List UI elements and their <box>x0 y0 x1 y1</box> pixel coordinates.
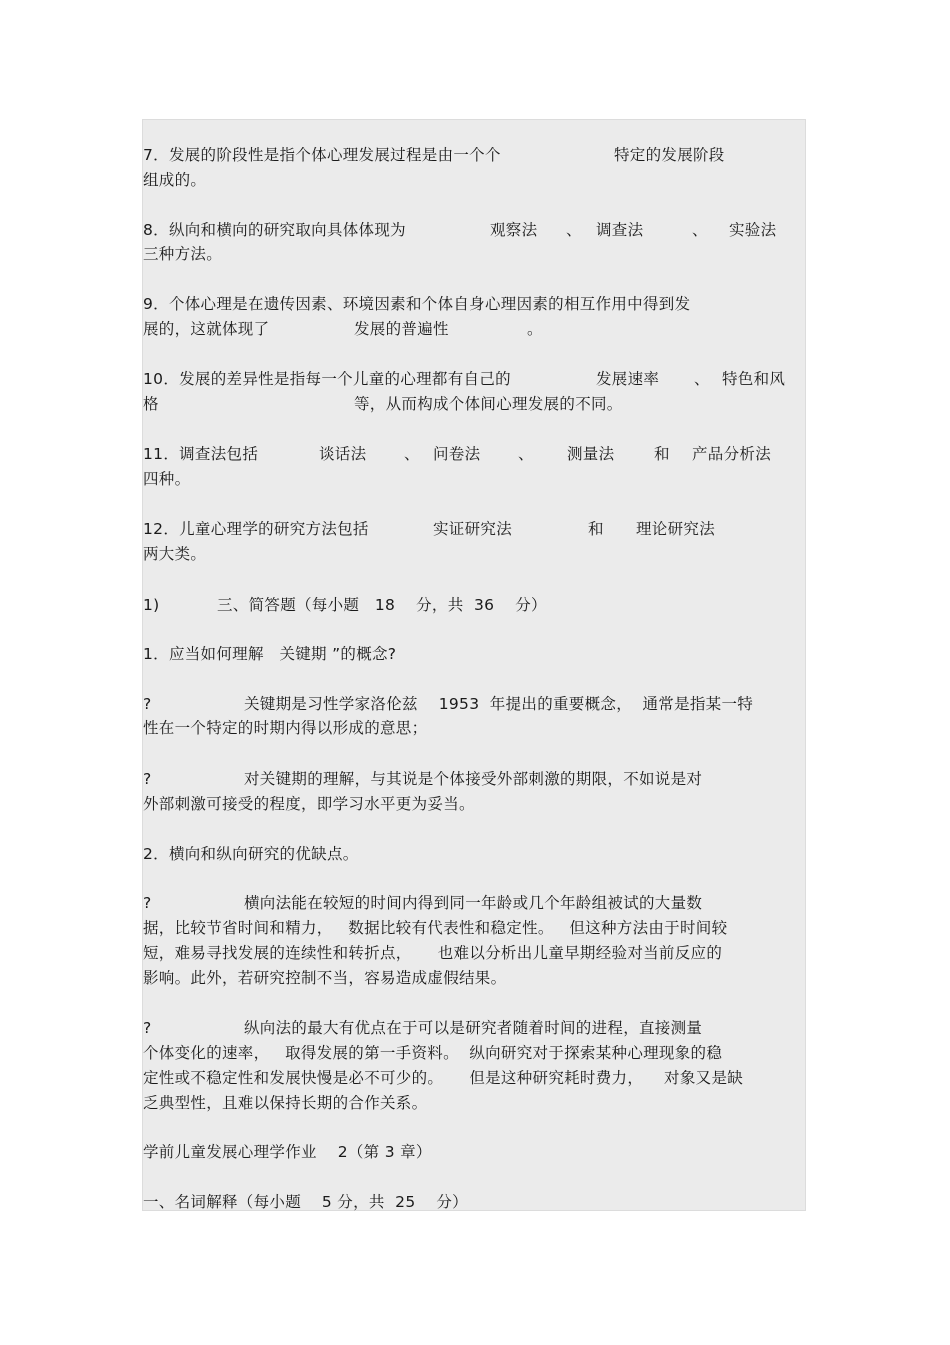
sq2-b1-marker: ? <box>143 894 152 912</box>
q10-sep: 、 <box>694 370 710 388</box>
q11-sep-2: 、 <box>518 445 534 463</box>
q10-line2-start: 格 <box>143 395 159 413</box>
q12-sep: 和 <box>588 520 604 538</box>
q11-answer-4: 产品分析法 <box>692 445 772 463</box>
q8-answer-1: 观察法 <box>490 221 538 239</box>
q11-answer-2: 问卷法 <box>433 445 481 463</box>
q11-sep-1: 、 <box>404 445 420 463</box>
section1-title: 一、名词解释（每小题 5 分，共 25 分） <box>143 1193 468 1211</box>
q7-answer: 特定的发展阶段 <box>614 146 725 164</box>
sq1-b1-line2: 性在一个特定的时期内得以形成的意思； <box>143 719 428 737</box>
q8-answer-2: 调查法 <box>596 221 644 239</box>
q11-answer-1: 谈话法 <box>319 445 367 463</box>
section3-number: 1) <box>143 596 160 614</box>
q12-answer-2: 理论研究法 <box>636 520 716 538</box>
sq1-b2-line2: 外部刺激可接受的程度，即学习水平更为妥当。 <box>143 795 475 813</box>
homework2-title: 学前儿童发展心理学作业 2（第 3 章） <box>143 1143 432 1161</box>
sq2-b2-line4: 乏典型性，且难以保持长期的合作关系。 <box>143 1094 428 1112</box>
q9-line1: 9．个体心理是在遗传因素、环境因素和个体自身心理因素的相互作用中得到发 <box>143 295 691 313</box>
sq2-b1-line3: 短，难易寻找发展的连续性和转折点， 也难以分析出儿童早期经验对当前反应的 <box>143 944 723 962</box>
q10-line2-rest: 等，从而构成个体间心理发展的不同。 <box>354 395 623 413</box>
q8-answer-3: 实验法 <box>729 221 777 239</box>
q11-sep-3: 和 <box>654 445 670 463</box>
q8-sep-2: 、 <box>692 221 708 239</box>
q9-end: 。 <box>527 320 543 338</box>
sq2-b1-line1: 横向法能在较短的时间内得到同一年龄或几个年龄组被试的大量数 <box>244 894 703 912</box>
sq2-b2-line1: 纵向法的最大有优点在于可以是研究者随着时间的进程，直接测量 <box>244 1019 703 1037</box>
sq2-b1-line4: 影响。此外，若研究控制不当，容易造成虚假结果。 <box>143 969 507 987</box>
q8-line1: 8．纵向和横向的研究取向具体体现为 <box>143 221 406 239</box>
q11-line2: 四种。 <box>143 470 191 488</box>
q11-answer-3: 测量法 <box>567 445 615 463</box>
sq1-b2-line1: 对关键期的理解，与其说是个体接受外部刺激的期限，不如说是对 <box>244 770 703 788</box>
q12-line2: 两大类。 <box>143 545 207 563</box>
sq1-question: 1．应当如何理解 关键期 ”的概念? <box>143 645 397 663</box>
sq2-b1-line2: 据，比较节省时间和精力， 数据比较有代表性和稳定性。 但这种方法由于时间较 <box>143 919 728 937</box>
sq1-b1-line1: 关键期是习性学家洛伦兹 1953 年提出的重要概念， 通常是指某一特 <box>244 695 754 713</box>
q10-answer-1: 发展速率 <box>596 370 660 388</box>
section3-title: 三、简答题（每小题 18 分，共 36 分） <box>217 596 547 614</box>
sq1-b1-marker: ? <box>143 695 152 713</box>
q12-line1: 12．儿童心理学的研究方法包括 <box>143 520 369 538</box>
q8-sep-1: 、 <box>566 221 582 239</box>
q9-answer: 发展的普遍性 <box>354 320 449 338</box>
q7-line1: 7．发展的阶段性是指个体心理发展过程是由一个个 <box>143 146 501 164</box>
q9-line2: 展的，这就体现了 <box>143 320 270 338</box>
q10-line1: 10．发展的差异性是指每一个儿童的心理都有自己的 <box>143 370 511 388</box>
q7-line2: 组成的。 <box>143 171 207 189</box>
sq2-b2-line2: 个体变化的速率， 取得发展的第一手资料。 纵向研究对于探索某种心理现象的稳 <box>143 1044 723 1062</box>
sq1-b2-marker: ? <box>143 770 152 788</box>
sq2-b2-line3: 定性或不稳定性和发展快慢是必不可少的。 但是这种研究耗时费力， 对象又是缺 <box>143 1069 744 1087</box>
sq2-b2-marker: ? <box>143 1019 152 1037</box>
q11-line1: 11．调查法包括 <box>143 445 259 463</box>
q8-line2: 三种方法。 <box>143 245 223 263</box>
q12-answer-1: 实证研究法 <box>433 520 513 538</box>
q10-answer-2: 特色和风 <box>722 370 786 388</box>
sq2-question: 2．横向和纵向研究的优缺点。 <box>143 845 359 863</box>
